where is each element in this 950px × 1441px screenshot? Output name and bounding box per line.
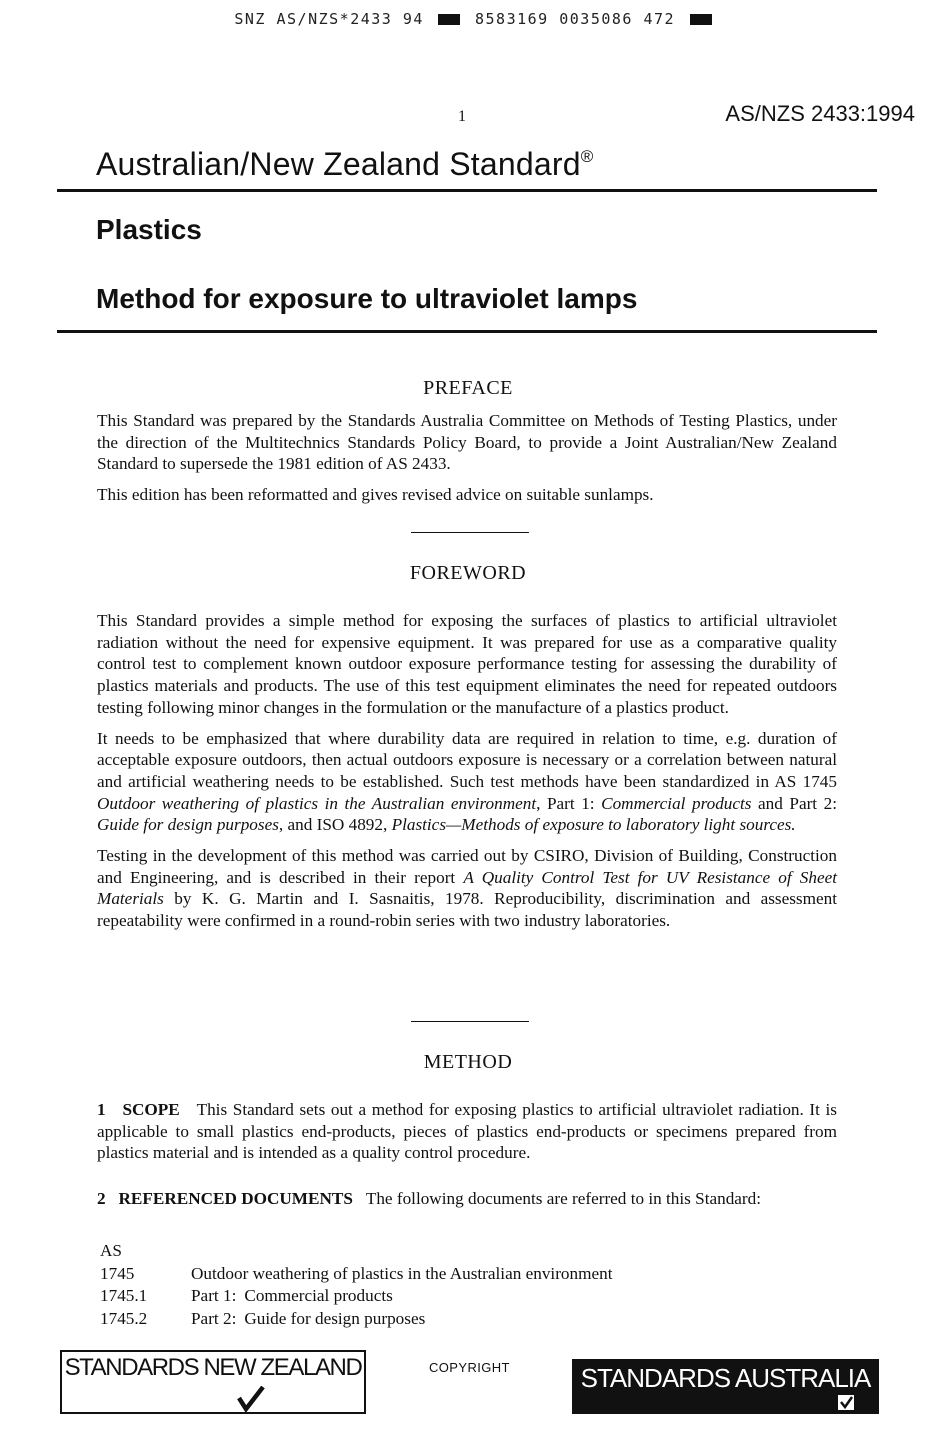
page-number: 1 [458, 108, 466, 125]
reference-title: Guide for design purposes [244, 1308, 426, 1328]
citation-iso: Plastics—Methods of exposure to laboratory light sources. [391, 815, 796, 835]
report-title: A Quality Control Test for UV Resistance of Sheet Materials [97, 867, 837, 909]
reference-code: 1745 [100, 1263, 135, 1283]
preface-heading: PREFACE [423, 377, 513, 399]
scan-bar-end [690, 14, 712, 25]
reference-row [100, 1263, 612, 1286]
copyright-label: COPYRIGHT [429, 1360, 510, 1375]
preface-paragraph-2: This edition has been reformatted and gives revised advice on suitable sunlamps. [97, 485, 654, 505]
subtitle-rule [57, 330, 877, 333]
reference-row [100, 1285, 612, 1308]
reference-part: Part 2: [191, 1308, 237, 1328]
references-clause [97, 1188, 837, 1210]
reference-group [100, 1240, 612, 1263]
standards-new-zealand-logo [60, 1350, 366, 1414]
reference-part: Part 1: [191, 1286, 237, 1305]
registered-mark: ® [580, 147, 594, 166]
clause-title: SCOPE [122, 1100, 180, 1119]
scope-paragraph [97, 1099, 837, 1164]
clause-title: REFERENCED DOCUMENTS [118, 1189, 353, 1208]
standards-australia-logo [572, 1359, 879, 1414]
foreword-paragraph-1: This Standard provides a simple method for exposing the surfaces of plastics to artificial ultraviolet radiation without the need for expensive equipment. It was prepared for use as a comparative quality control test to complement known outdoor exposure performance testing for assessing the durability of plastics materials and products. The use of this test equipment eliminates the need for repeated outdoors testing following minor changes in the formulation or the manufacture of a plastics product. [97, 611, 837, 717]
reference-row [100, 1308, 612, 1331]
reference-list [100, 1240, 612, 1330]
text-run: , Part 1: [536, 793, 602, 813]
checkmark-icon [236, 1386, 266, 1412]
method-heading: METHOD [423, 1051, 513, 1073]
check-box-icon [838, 1395, 854, 1410]
section-divider [411, 532, 529, 533]
snz-logo-text: STANDARDS NEW ZEALAND [64, 1354, 362, 1381]
citation-part1: Commercial products [601, 793, 752, 813]
scan-code-line [0, 10, 950, 28]
references-paragraph [97, 1188, 837, 1210]
citation-part2: Guide for design purposes [97, 815, 279, 835]
clause-number: 1 [97, 1100, 106, 1119]
foreword-heading: FOREWORD [409, 562, 527, 584]
sa-logo-text: STANDARDS AUSTRALIA [580, 1363, 871, 1393]
reference-code: 1745.1 [100, 1286, 148, 1305]
scope-clause [97, 1099, 837, 1164]
text-run: It needs to be emphasized that where durability data are required in relation to time, e.g. duration of acceptable exposure outdoors, then actual outdoors exposure is necessary or a correlation between natural and artificial weathering needs to be established. Such test methods have been standardized in AS 1745 [97, 728, 837, 791]
section-divider [411, 1021, 529, 1022]
text-run: by K. G. Martin and I. Sasnaitis, 1978. Reproducibility, discrimination and assessment repeatability were confirmed in a round-robin series with two industry laboratories. [97, 889, 837, 931]
citation-title: Outdoor weathering of plastics in the Australian environment [97, 793, 537, 813]
scope-text: This Standard sets out a method for exposing plastics to artificial ultraviolet radiation. It is applicable to small plastics end-products, pieces of plastics end-products or specimens prepared from plastics material and is intended as a quality control procedure. [97, 1100, 837, 1163]
text-run: and Part 2: [751, 793, 837, 813]
preface-body [97, 410, 837, 506]
title-rule [57, 189, 877, 192]
foreword-paragraph-3 [97, 845, 837, 932]
reference-title: Commercial products [244, 1286, 393, 1305]
scan-code-right: 8583169 0035086 472 [475, 10, 676, 28]
reference-title: Outdoor weathering of plastics in the Australian environment [191, 1263, 613, 1283]
scan-bar [438, 14, 460, 25]
subtitle-method: Method for exposure to ultraviolet lamps [96, 283, 638, 314]
foreword-paragraph-2 [97, 728, 837, 837]
subtitle-plastics: Plastics [96, 214, 202, 245]
title-text: Australian/New Zealand Standard [96, 146, 581, 182]
reference-code: 1745.2 [100, 1308, 148, 1328]
references-text: The following documents are referred to in this Standard: [365, 1189, 762, 1208]
page-title [96, 146, 593, 183]
reference-group-label: AS [100, 1241, 122, 1260]
foreword-body [97, 610, 837, 932]
preface-paragraph-1: This Standard was prepared by the Standards Australia Committee on Methods of Testing Plastics, under the direction of the Multitechnics Standards Policy Board, to provide a Joint Australian/New Zealand Standard to supersede the 1981 edition of AS 2433. [97, 411, 837, 474]
clause-number: 2 [97, 1189, 106, 1208]
text-run: , and ISO 4892, [278, 815, 392, 835]
standard-id: AS/NZS 2433:1994 [725, 101, 915, 126]
scan-code-left: SNZ AS/NZS*2433 94 [234, 10, 424, 28]
text-run: Testing in the development of this method was carried out by CSIRO, Division of Building, Construction and Engineering, and is described in their report [97, 846, 837, 887]
